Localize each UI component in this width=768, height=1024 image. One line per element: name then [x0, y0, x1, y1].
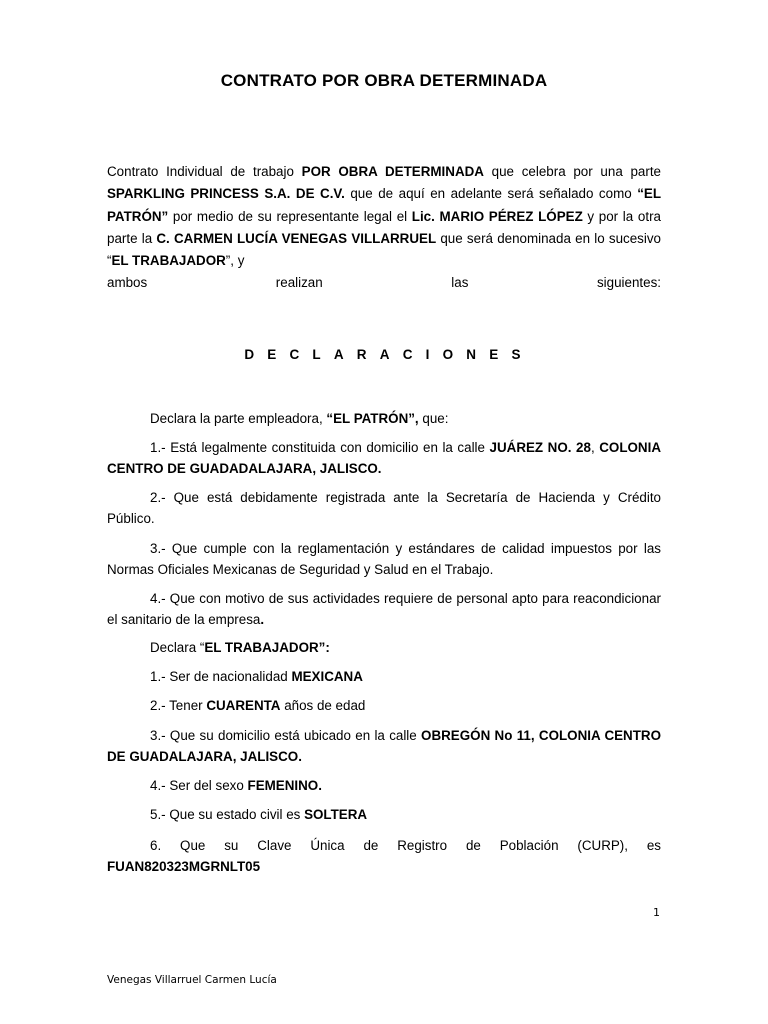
intro-text-2: que celebra por una parte [483, 164, 661, 179]
intro-last-word: siguientes: [596, 275, 661, 291]
intro-bold-contract-type: POR OBRA DETERMINADA [301, 164, 484, 179]
patron-item-4 [107, 588, 661, 630]
intro-text-5: y por la otra parte la [107, 208, 661, 246]
trabajador-item-3-bold: OBREGÓN No 11, COLONIA CENTRO DE GUADALAJARA, JALISCO. [107, 728, 661, 764]
patron-item-3: 3.- Que cumple con la reglamentación y estándares de calidad impuestos por las Normas Oficiales Mexicanas de Seguridad y Salud en el Trabajo. [107, 541, 661, 577]
trabajador-item-4 [107, 775, 661, 796]
intro-bold-worker-name: C. CARMEN LUCÍA VENEGAS VILLARRUEL [156, 230, 437, 246]
trabajador-intro-bold: EL TRABAJADOR”: [204, 640, 330, 655]
trabajador-item-2 [107, 695, 661, 716]
patron-item-1-comma: , [590, 440, 595, 455]
trabajador-item-5-bold: SOLTERA [304, 807, 368, 822]
intro-bold-patron: “EL PATRÓN” [107, 186, 661, 224]
page-number: 1 [653, 906, 660, 919]
patron-item-1-colonia: COLONIA CENTRO DE GUADADALAJARA, JALISCO. [107, 440, 661, 476]
intro-last-word: ambos [107, 275, 148, 291]
intro-text-1: Contrato Individual de trabajo [107, 164, 302, 179]
intro-bold-company: SPARKLING PRINCESS S.A. DE C.V. [107, 186, 345, 202]
patron-intro-text: Declara la parte empleadora, [150, 411, 327, 426]
intro-paragraph [107, 161, 661, 295]
patron-intro-bold: “EL PATRÓN”, [326, 411, 419, 426]
trabajador-item-3 [107, 725, 661, 767]
trabajador-intro-text: Declara “ [150, 640, 205, 655]
patron-item-4-dot: . [260, 612, 265, 627]
patron-intro-end: que: [418, 411, 449, 426]
document-title: CONTRATO POR OBRA DETERMINADA [220, 71, 548, 90]
trabajador-item-2-end: años de edad [280, 698, 366, 713]
patron-item-2: 2.- Que está debidamente registrada ante la Secretaría de Hacienda y Crédito Público. [107, 490, 661, 526]
trabajador-item-2-bold: CUARENTA [206, 698, 281, 713]
trabajador-declaration-intro [107, 637, 661, 658]
trabajador-item-3-text: 3.- Que su domicilio está ubicado en la calle [150, 728, 422, 743]
intro-bold-trabajador: EL TRABAJADOR [111, 253, 226, 269]
intro-bold-representative: Lic. MARIO PÉREZ LÓPEZ [411, 208, 583, 224]
intro-text-3: que de aquí en adelante será señalado como [344, 186, 638, 202]
intro-text-7: ”, y [225, 253, 245, 269]
intro-text-4: por medio de su representante legal el [168, 208, 412, 224]
trabajador-item-5 [107, 804, 661, 825]
trabajador-item-1-text: 1.- Ser de nacionalidad [150, 669, 292, 684]
trabajador-item-1 [107, 666, 661, 687]
trabajador-item-6-text: 6. Que su Clave Única de Registro de Población (CURP), es [150, 838, 661, 853]
trabajador-item-6 [107, 835, 661, 877]
patron-item-1-street: JUÁREZ NO. 28 [489, 440, 591, 455]
trabajador-item-4-bold: FEMENINO. [247, 778, 322, 793]
page-footer: Venegas Villarruel Carmen Lucía [107, 974, 277, 986]
intro-last-word: realizan [275, 275, 323, 291]
trabajador-item-6-curp: FUAN820323MGRNLT05 [107, 859, 261, 874]
intro-last-word: las [451, 275, 469, 291]
trabajador-item-4-text: 4.- Ser del sexo [150, 778, 248, 793]
intro-text-6: que será denominada en lo sucesivo “ [107, 230, 661, 269]
patron-item-1 [107, 437, 661, 479]
trabajador-item-1-bold: MEXICANA [291, 669, 363, 684]
trabajador-item-2-text: 2.- Tener [150, 698, 207, 713]
trabajador-item-5-text: 5.- Que su estado civil es [150, 807, 305, 822]
declaraciones-heading: DECLARACIONES [244, 347, 534, 362]
patron-declaration-intro [107, 408, 661, 429]
intro-last-line [107, 272, 661, 294]
patron-item-1-text: 1.- Está legalmente constituida con domicilio en la calle [150, 440, 490, 455]
patron-item-4-text: 4.- Que con motivo de sus actividades requiere de personal apto para reacondicionar el sanitario de la empresa [107, 591, 661, 627]
